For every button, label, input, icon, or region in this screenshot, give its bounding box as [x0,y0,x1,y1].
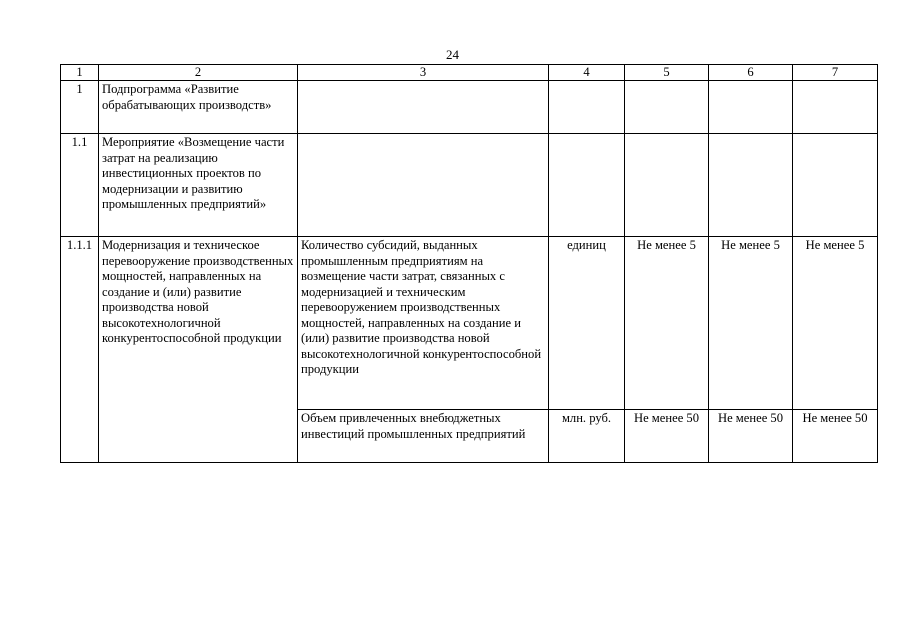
indicator-value-5: Не менее 50 [625,410,709,463]
header-cell-2: 2 [99,65,298,81]
empty-cell [709,134,793,237]
action-name: Модернизация и техническое перевооружение производственных мощностей, направленных на создание и (или) развитие производства новой высокотехнологичной конкурентоспособной продукции [99,237,298,463]
indicator-unit: единиц [549,237,625,410]
empty-cell [709,81,793,134]
header-cell-5: 5 [625,65,709,81]
header-cell-4: 4 [549,65,625,81]
indicator-value-6: Не менее 50 [709,410,793,463]
indicator-name: Количество субсидий, выданных промышленным предприятиям на возмещение части затрат, связанных с модернизацией и техническим перевооружением производственных мощностей, направленных на создание и (или) развитие производства новой высокотехнологичной конкурентоспособной продукции [298,237,549,410]
subprogram-row [61,81,878,134]
indicator-value-7: Не менее 50 [793,410,878,463]
subprogram-number: 1 [61,81,99,134]
empty-cell [625,81,709,134]
header-cell-7: 7 [793,65,878,81]
empty-cell [625,134,709,237]
empty-cell [549,134,625,237]
measure-number: 1.1 [61,134,99,237]
measure-name: Мероприятие «Возмещение части затрат на реализацию инвестиционных проектов по модернизации и развитию промышленных предприятий» [99,134,298,237]
header-cell-6: 6 [709,65,793,81]
indicator-value-7: Не менее 5 [793,237,878,410]
program-table [60,64,878,463]
page-number: 24 [446,47,459,62]
action-number: 1.1.1 [61,237,99,463]
header-cell-1: 1 [61,65,99,81]
indicator-unit: млн. руб. [549,410,625,463]
indicator-name: Объем привлеченных внебюджетных инвестиций промышленных предприятий [298,410,549,463]
empty-cell [793,81,878,134]
subprogram-name: Подпрограмма «Развитие обрабатывающих производств» [99,81,298,134]
empty-cell [793,134,878,237]
indicator-value-5: Не менее 5 [625,237,709,410]
header-row [61,65,878,81]
action-row [61,237,878,410]
empty-cell [298,134,549,237]
empty-cell [298,81,549,134]
indicator-value-6: Не менее 5 [709,237,793,410]
empty-cell [549,81,625,134]
header-cell-3: 3 [298,65,549,81]
measure-row [61,134,878,237]
